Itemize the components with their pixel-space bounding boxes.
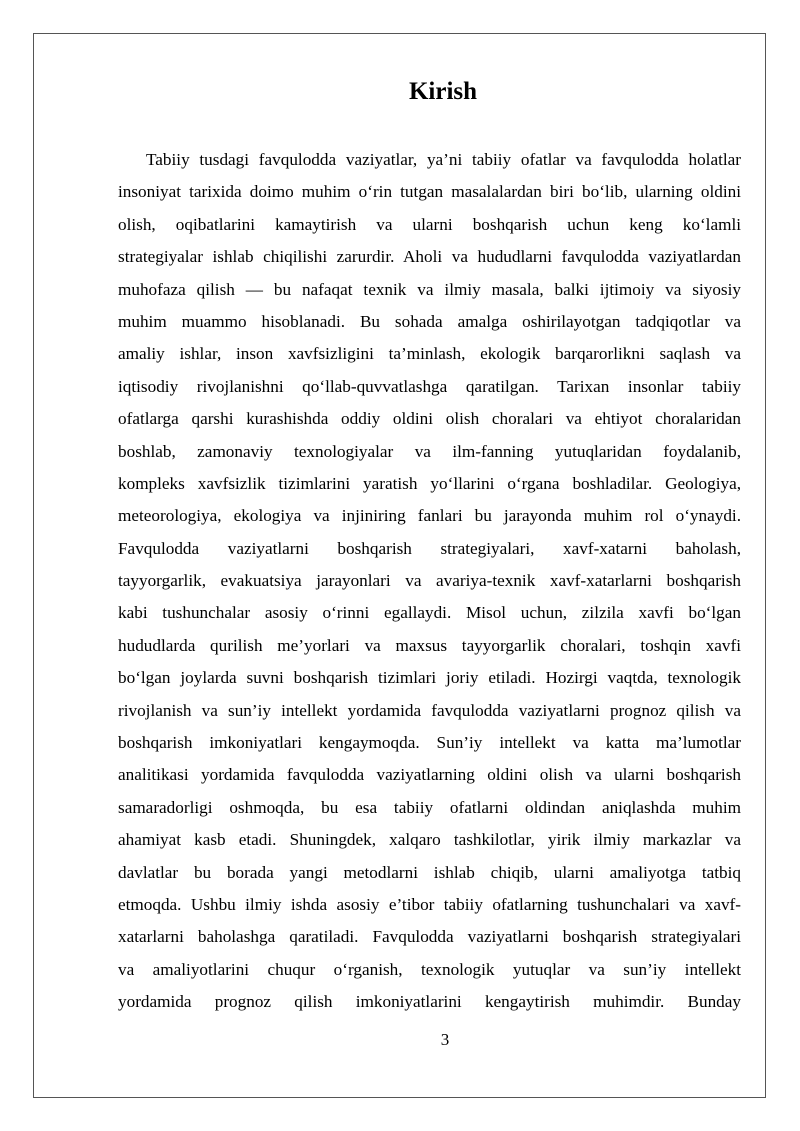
paragraph-line: meteorologiya, ekologiya va injiniring fanlari bu jarayonda muhim rol o‘ynaydi. — [118, 506, 741, 526]
paragraph-line: bo‘lgan joylarda suvni boshqarish tizimlari joriy etiladi. Hozirgi vaqtda, texnologik — [118, 668, 741, 688]
paragraph-line: davlatlar bu borada yangi metodlarni ishlab chiqib, ularni amaliyotga tatbiq — [118, 862, 741, 882]
paragraph-line: insoniyat tarixida doimo muhim o‘rin tutgan masalalardan biri bo‘lib, ularning oldini — [118, 182, 741, 202]
paragraph-line: olish, oqibatlarini kamaytirish va ularni boshqarish uchun keng ko‘lamli — [118, 214, 741, 234]
paragraph-line: muhim muammo hisoblanadi. Bu sohada amalga oshirilayotgan tadqiqotlar va — [118, 311, 741, 331]
paragraph-line: kabi tushunchalar asosiy o‘rinni egallaydi. Misol uchun, zilzila xavfi bo‘lgan — [118, 603, 741, 623]
paragraph-line: boshlab, zamonaviy texnologiyalar va ilm-fanning yutuqlaridan foydalanib, — [118, 441, 741, 461]
paragraph-line: yordamida prognoz qilish imkoniyatlarini kengaytirish muhimdir. Bunday — [118, 992, 741, 1012]
paragraph-line: iqtisodiy rivojlanishni qo‘llab-quvvatlashga qaratilgan. Tarixan insonlar tabiiy — [118, 376, 741, 396]
page-title: Kirish — [408, 78, 478, 105]
paragraph-line: samaradorligi oshmoqda, bu esa tabiiy ofatlarni oldindan aniqlashda muhim — [118, 797, 741, 817]
paragraph-line: kompleks xavfsizlik tizimlarini yaratish yo‘llarini o‘rgana boshladilar. Geologiya, — [118, 473, 741, 493]
paragraph-line: analitikasi yordamida favqulodda vaziyatlarning oldini olish va ularni boshqarish — [118, 765, 741, 785]
paragraph-line: va amaliyotlarini chuqur o‘rganish, texnologik yutuqlar va sun’iy intellekt — [118, 959, 741, 979]
paragraph-line: xatarlarni baholashga qaratiladi. Favqulodda vaziyatlarni boshqarish strategiyalari — [118, 927, 741, 947]
body-paragraph — [118, 144, 741, 1019]
paragraph-line: hududlarda qurilish me’yorlari va maxsus tayyorgarlik choralari, toshqin xavfi — [118, 635, 741, 655]
paragraph-line: rivojlanish va sun’iy intellekt yordamida favqulodda vaziyatlarni prognoz qilish va — [118, 700, 741, 720]
page-number: 3 — [440, 1030, 450, 1049]
paragraph-line: amaliy ishlar, inson xavfsizligini ta’minlash, ekologik barqarorlikni saqlash va — [118, 344, 741, 364]
paragraph-line: etmoqda. Ushbu ilmiy ishda asosiy e’tibor tabiiy ofatlarning tushunchalari va xavf- — [118, 894, 741, 914]
paragraph-line: boshqarish imkoniyatlari kengaymoqda. Sun’iy intellekt va katta ma’lumotlar — [118, 733, 741, 753]
paragraph-line: tayyorgarlik, evakuatsiya jarayonlari va avariya-texnik xavf-xatarlarni boshqarish — [118, 571, 741, 591]
paragraph-line: muhofaza qilish — bu nafaqat texnik va ilmiy masala, balki ijtimoiy va siyosiy — [118, 279, 741, 299]
paragraph-line: strategiyalar ishlab chiqilishi zarurdir. Aholi va hududlarni favqulodda vaziyatlardan — [118, 247, 741, 267]
paragraph-line: Tabiiy tusdagi favqulodda vaziyatlar, ya’ni tabiiy ofatlar va favqulodda holatlar — [146, 150, 741, 169]
paragraph-line: Favqulodda vaziyatlarni boshqarish strategiyalari, xavf-xatarni baholash, — [118, 538, 741, 558]
paragraph-line: ofatlarga qarshi kurashishda oddiy oldini olish choralari va ehtiyot choralaridan — [118, 409, 741, 429]
paragraph-line: ahamiyat kasb etadi. Shuningdek, xalqaro tashkilotlar, yirik ilmiy markazlar va — [118, 830, 741, 850]
